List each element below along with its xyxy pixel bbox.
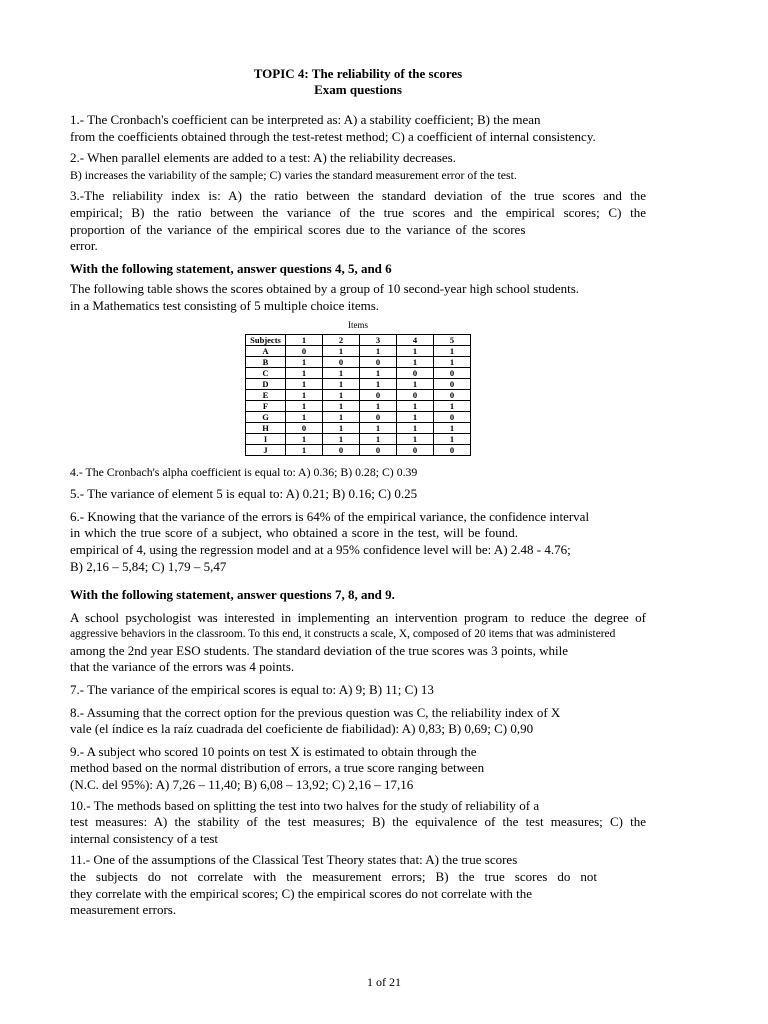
question-11-line: measurement errors. <box>70 902 177 918</box>
score-cell: 1 <box>286 411 323 422</box>
question-4: 4.- The Cronbach's alpha coefficient is equal to: A) 0.36; B) 0.28; C) 0.39 <box>70 464 418 479</box>
question-6-line: in which the true score of a subject, who obtained a score in the test, will be found. <box>70 525 519 541</box>
header-cell: 5 <box>434 334 471 345</box>
score-cell: 1 <box>434 400 471 411</box>
score-cell: 0 <box>286 345 323 356</box>
header-cell: 2 <box>323 334 360 345</box>
score-cell: 0 <box>434 444 471 455</box>
score-cell: 1 <box>434 422 471 433</box>
question-9-line: method based on the normal distribution of errors, a true score ranging between <box>70 760 485 776</box>
score-cell: 1 <box>360 400 397 411</box>
table-row <box>246 345 471 356</box>
question-9-line: (N.C. del 95%): A) 7,26 – 11,40; B) 6,08 – 13,92; C) 2,16 – 17,16 <box>70 777 414 793</box>
question-2 <box>70 150 646 183</box>
question-5: 5.- The variance of element 5 is equal to: A) 0.21; B) 0.16; C) 0.25 <box>70 486 418 502</box>
question-11-line: they correlate with the empirical scores; C) the empirical scores do not correlate with the <box>70 885 533 901</box>
table-row <box>246 389 471 400</box>
subject-cell: A <box>246 345 286 356</box>
score-cell: 0 <box>360 411 397 422</box>
question-8-line: 8.- Assuming that the correct option for the previous question was C, the reliability index of X <box>70 704 561 720</box>
score-cell: 0 <box>397 444 434 455</box>
score-cell: 0 <box>397 367 434 378</box>
score-cell: 1 <box>323 433 360 444</box>
score-cell: 1 <box>286 367 323 378</box>
table-row <box>246 433 471 444</box>
statement-2-line: A school psychologist was interested in implementing an intervention program to reduce the degree of <box>70 609 646 625</box>
question-10-line: 10.- The methods based on splitting the test into two halves for the study of reliability of a <box>70 797 540 813</box>
question-8-line: vale (el índice es la raíz cuadrada del coeficiente de fiabilidad): A) 0,83; B) 0,69; C) 0,90 <box>70 721 534 737</box>
score-cell: 0 <box>360 389 397 400</box>
statement-1-line: The following table shows the scores obtained by a group of 10 second-year high school students. <box>70 281 580 297</box>
score-cell: 1 <box>397 378 434 389</box>
statement-1 <box>70 281 646 314</box>
table-row <box>246 422 471 433</box>
score-cell: 0 <box>397 389 434 400</box>
subject-cell: B <box>246 356 286 367</box>
score-cell: 1 <box>323 389 360 400</box>
score-cell: 1 <box>397 422 434 433</box>
question-3-line: empirical; B) the ratio between the variance of the true scores and the empirical scores; C) the <box>70 204 646 220</box>
question-6 <box>70 509 646 575</box>
table-row <box>246 367 471 378</box>
score-cell: 1 <box>360 422 397 433</box>
score-cell: 1 <box>397 356 434 367</box>
table-caption: Items <box>348 319 368 330</box>
header-cell: 4 <box>397 334 434 345</box>
statement-2-line: among the 2nd year ESO students. The standard deviation of the true scores was 3 points, while <box>70 642 568 658</box>
score-cell: 1 <box>286 389 323 400</box>
score-cell: 0 <box>434 378 471 389</box>
question-11 <box>70 852 646 918</box>
table-row <box>246 378 471 389</box>
score-cell: 0 <box>434 411 471 422</box>
score-cell: 0 <box>286 422 323 433</box>
question-2-line: B) increases the variability of the sample; C) varies the standard measurement error of the test. <box>70 167 517 182</box>
subject-cell: F <box>246 400 286 411</box>
table-header-row <box>246 334 471 345</box>
score-cell: 1 <box>434 356 471 367</box>
subject-cell: J <box>246 444 286 455</box>
score-cell: 1 <box>397 400 434 411</box>
question-1 <box>70 112 646 145</box>
header-cell: Subjects <box>246 334 286 345</box>
page-number: 1 of 21 <box>367 975 401 989</box>
question-3 <box>70 188 646 254</box>
score-cell: 0 <box>323 444 360 455</box>
question-3-line: error. <box>70 238 98 254</box>
statement-1-heading: With the following statement, answer questions 4, 5, and 6 <box>70 260 392 276</box>
table-row <box>246 411 471 422</box>
question-9 <box>70 744 646 794</box>
question-10 <box>70 798 646 848</box>
header-cell: 1 <box>286 334 323 345</box>
question-6-line: B) 2,16 – 5,84; C) 1,79 – 5,47 <box>70 558 227 574</box>
question-10-line: internal consistency of a test <box>70 830 219 846</box>
subject-cell: E <box>246 389 286 400</box>
title-line-1: TOPIC 4: The reliability of the scores <box>253 66 463 81</box>
score-cell: 0 <box>360 444 397 455</box>
table-row <box>246 444 471 455</box>
score-cell: 1 <box>323 400 360 411</box>
subject-cell: D <box>246 378 286 389</box>
question-6-line: empirical of 4, using the regression model and at a 95% confidence level will be: A) 2.48 - 4.76; <box>70 541 571 557</box>
score-cell: 1 <box>323 411 360 422</box>
subject-cell: I <box>246 433 286 444</box>
score-cell: 1 <box>323 367 360 378</box>
score-cell: 1 <box>434 433 471 444</box>
score-cell: 1 <box>286 356 323 367</box>
question-7: 7.- The variance of the empirical scores is equal to: A) 9; B) 11; C) 13 <box>70 682 434 698</box>
score-cell: 1 <box>286 378 323 389</box>
score-cell: 1 <box>397 411 434 422</box>
score-cell: 1 <box>323 345 360 356</box>
table-body <box>246 345 471 455</box>
score-cell: 0 <box>360 356 397 367</box>
question-3-line: proportion of the variance of the empirical scores due to the variance of the scores <box>70 221 526 237</box>
document-title <box>70 66 646 98</box>
title-line-2: Exam questions <box>314 82 402 97</box>
score-cell: 1 <box>397 345 434 356</box>
question-8 <box>70 705 646 738</box>
question-11-line: the subjects do not correlate with the measurement errors; B) the true scores do not <box>70 869 597 884</box>
score-cell: 0 <box>434 367 471 378</box>
statement-1-line: in a Mathematics test consisting of 5 multiple choice items. <box>70 297 380 313</box>
score-cell: 1 <box>360 433 397 444</box>
question-1-line: 1.- The Cronbach's coefficient can be interpreted as: A) a stability coefficient; B) the mean <box>70 112 541 127</box>
subject-cell: G <box>246 411 286 422</box>
score-cell: 1 <box>286 444 323 455</box>
table-row <box>246 356 471 367</box>
question-10-line: test measures: A) the stability of the test measures; B) the equivalence of the test measures; C) the <box>70 814 646 830</box>
question-9-line: 9.- A subject who scored 10 points on test X is estimated to obtain through the <box>70 743 477 759</box>
score-cell: 1 <box>323 422 360 433</box>
statement-2-line: aggressive behaviors in the classroom. To this end, it constructs a scale, X, composed of 20 items that was administered <box>70 628 616 641</box>
statement-2-line: that the variance of the errors was 4 points. <box>70 659 295 675</box>
question-6-line: 6.- Knowing that the variance of the errors is 64% of the empirical variance, the confidence interval <box>70 508 590 524</box>
question-3-line: 3.-The reliability index is: A) the ratio between the standard deviation of the true scores and the <box>70 188 646 204</box>
statement-2 <box>70 610 646 676</box>
score-cell: 1 <box>397 433 434 444</box>
table-row <box>246 400 471 411</box>
score-cell: 1 <box>360 367 397 378</box>
score-cell: 1 <box>360 378 397 389</box>
question-2-line: 2.- When parallel elements are added to a test: A) the reliability decreases. <box>70 150 456 166</box>
score-cell: 0 <box>323 356 360 367</box>
score-cell: 1 <box>323 378 360 389</box>
document-page <box>70 66 646 919</box>
subject-cell: H <box>246 422 286 433</box>
statement-2-heading: With the following statement, answer questions 7, 8, and 9. <box>70 587 395 603</box>
question-1-line: from the coefficients obtained through the test-retest method; C) a coefficient of internal consistency. <box>70 128 596 144</box>
scores-table <box>245 334 471 456</box>
subject-cell: C <box>246 367 286 378</box>
score-cell: 1 <box>286 433 323 444</box>
score-cell: 0 <box>434 389 471 400</box>
header-cell: 3 <box>360 334 397 345</box>
score-cell: 1 <box>286 400 323 411</box>
question-11-line: 11.- One of the assumptions of the Classical Test Theory states that: A) the true scores <box>70 852 518 868</box>
score-cell: 1 <box>434 345 471 356</box>
score-cell: 1 <box>360 345 397 356</box>
scores-table-section <box>70 320 646 456</box>
